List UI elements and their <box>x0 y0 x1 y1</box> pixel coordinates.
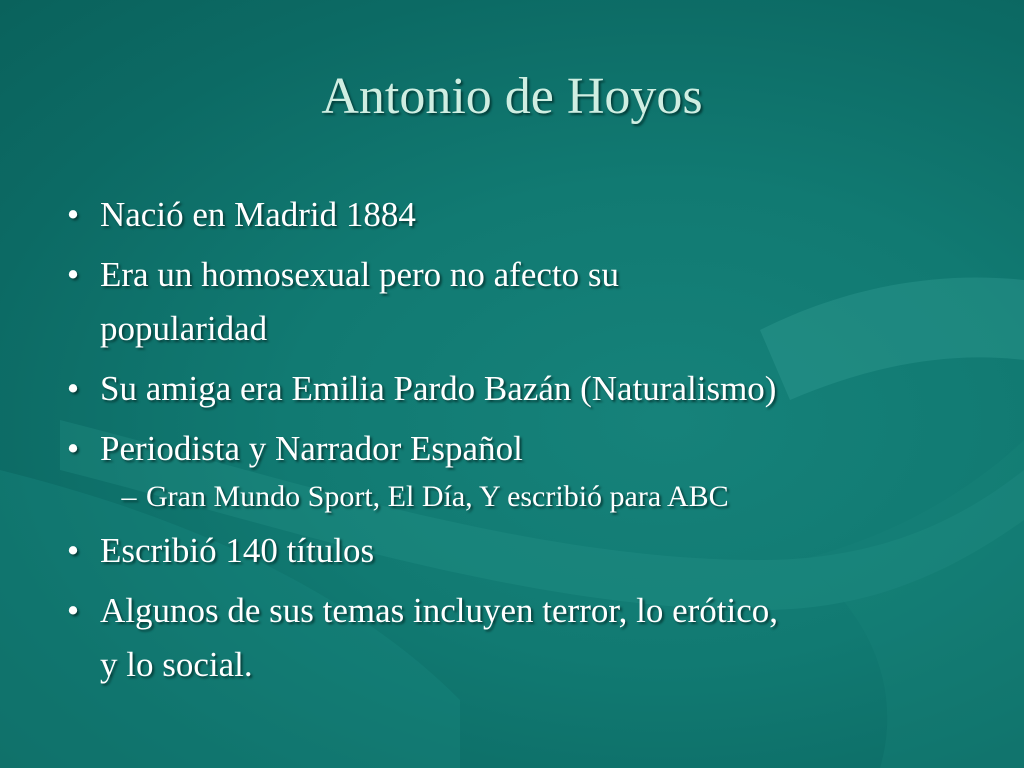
bullet-text-line: Algunos de sus temas incluyen terror, lo erótico, <box>100 591 779 630</box>
bullet-text-line: Era un homosexual pero no afecto su <box>100 255 620 294</box>
bullet-text: Nació en Madrid 1884 <box>100 195 416 234</box>
bullet-item <box>58 584 978 692</box>
slide-title: Antonio de Hoyos <box>321 68 703 125</box>
bullet-item <box>58 422 978 476</box>
bullet-text: Su amiga era Emilia Pardo Bazán (Naturalismo) <box>100 369 777 408</box>
bullet-icon: • <box>66 369 80 408</box>
dash-icon: – <box>121 480 137 513</box>
bullet-icon: • <box>66 255 80 294</box>
bullet-item <box>58 248 978 356</box>
bullet-item <box>58 524 978 578</box>
bullet-icon: • <box>66 429 80 468</box>
bullet-text-line: popularidad <box>100 309 268 348</box>
bullet-text: Escribió 140 títulos <box>100 531 375 570</box>
bullet-list <box>58 188 978 698</box>
bullet-icon: • <box>66 591 80 630</box>
bullet-item <box>58 362 978 416</box>
sub-bullet-text: Gran Mundo Sport, El Día, Y escribió para ABC <box>146 480 729 513</box>
bullet-text: Periodista y Narrador Español <box>100 429 523 468</box>
bullet-icon: • <box>66 531 80 570</box>
bullet-text-line: y lo social. <box>100 645 253 684</box>
bullet-item <box>58 188 978 242</box>
sub-bullet-item <box>58 476 978 518</box>
bullet-icon: • <box>66 195 80 234</box>
